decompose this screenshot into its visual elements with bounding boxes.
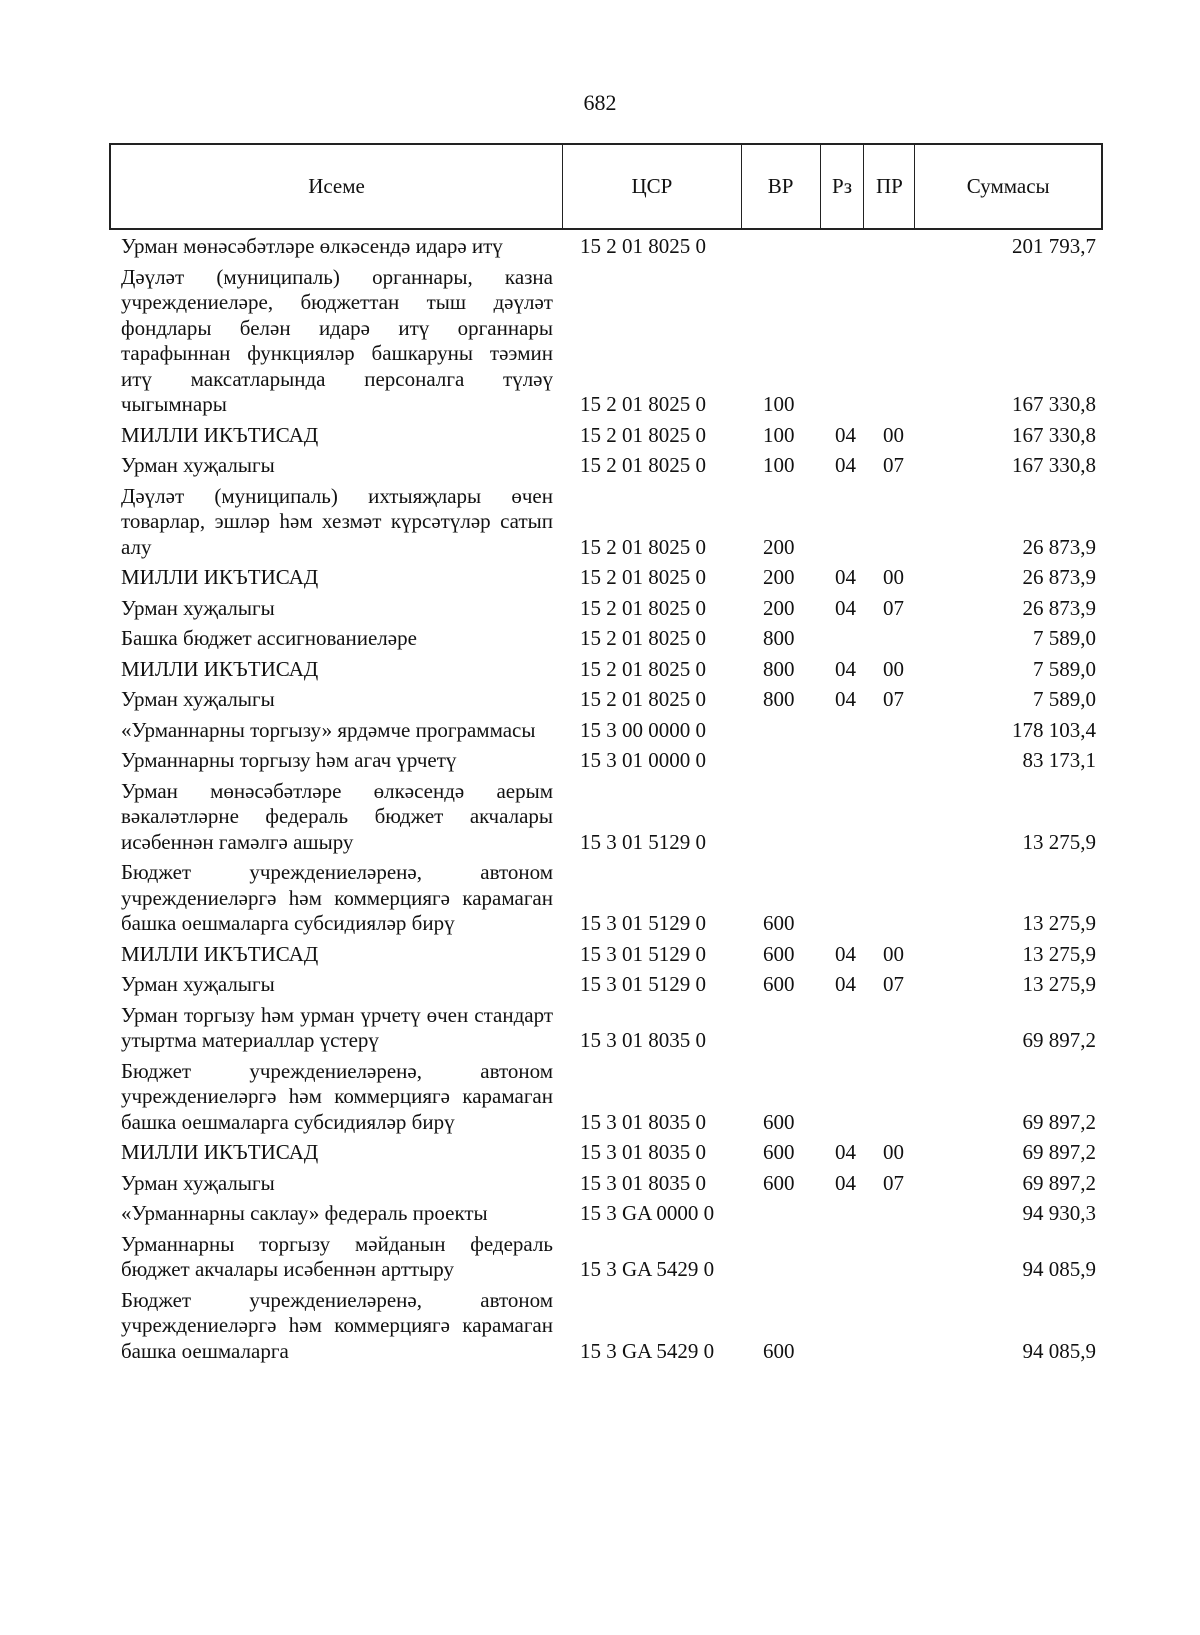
row-pr: 00 — [883, 1140, 904, 1164]
row-pr: 00 — [883, 422, 904, 447]
table-row — [121, 718, 1096, 744]
row-name: «Урманнарны торгызу» ярдәмче программасы — [121, 717, 536, 742]
row-vr: 600 — [763, 1338, 795, 1363]
row-vr: 100 — [763, 392, 795, 416]
row-vr: 200 — [763, 534, 795, 559]
row-sum: 13 275,9 — [1022, 941, 1096, 966]
row-pr: 07 — [883, 687, 904, 711]
row-pr: 07 — [883, 972, 904, 996]
row-name: Урман хуҗалыгы — [121, 595, 275, 620]
row-name: Дәүләт (муниципаль) органнары, казна учреждениеләре, бюджеттан тыш дәүләт фондлары белән идарә итү органнары тарафыннан функцияләр башкаруны тәэмин итү максатларында персоналга түләү чыгымнары — [121, 264, 553, 416]
row-sum: 94 930,3 — [1022, 1201, 1096, 1225]
table-row — [121, 748, 1096, 774]
row-pr: 00 — [883, 941, 904, 966]
row-name: Урман хуҗалыгы — [121, 687, 275, 711]
row-sum: 69 897,2 — [1022, 1170, 1096, 1195]
row-name: Бюджет учреждениеләренә, автоном учреждениеләргә һәм коммерциягә карамаган башка оешмаларга — [121, 1287, 553, 1363]
row-name: МИЛЛИ ИКЪТИСАД — [121, 422, 319, 447]
header-sum: Суммасы — [966, 174, 1050, 198]
header-vr: ВР — [742, 145, 821, 228]
row-name: Урман мөнәсәбәтләре өлкәсендә идарә итү — [121, 234, 503, 258]
row-pr: 07 — [883, 1170, 904, 1195]
row-pr: 07 — [883, 453, 904, 477]
row-csr: 15 2 01 8025 0 — [580, 392, 706, 416]
row-sum: 94 085,9 — [1022, 1257, 1096, 1281]
row-csr: 15 2 01 8025 0 — [580, 687, 706, 711]
row-sum: 7 589,0 — [1033, 626, 1096, 650]
row-name: МИЛЛИ ИКЪТИСАД — [121, 565, 319, 589]
row-csr: 15 2 01 8025 0 — [580, 565, 706, 589]
row-name: Урман хуҗалыгы — [121, 972, 275, 996]
row-sum: 69 897,2 — [1022, 1028, 1096, 1052]
row-vr: 100 — [763, 422, 795, 447]
row-rz: 04 — [835, 687, 856, 711]
table-row — [121, 860, 1096, 937]
table-row — [121, 484, 1096, 561]
row-csr: 15 2 01 8025 0 — [580, 595, 706, 620]
row-csr: 15 3 00 0000 0 — [580, 717, 706, 742]
row-csr: 15 3 01 5129 0 — [580, 941, 706, 966]
row-vr: 600 — [763, 1170, 795, 1195]
row-sum: 69 897,2 — [1022, 1140, 1096, 1164]
row-csr: 15 2 01 8025 0 — [580, 453, 706, 477]
table-row — [121, 1201, 1096, 1227]
row-sum: 26 873,9 — [1022, 534, 1096, 559]
row-name: Урманнарны торгызу мәйданын федераль бюджет акчалары исәбеннән арттыру — [121, 1231, 553, 1281]
header-pr: ПР — [864, 145, 915, 228]
row-name: Бюджет учреждениеләренә, автоном учреждениеләргә һәм коммерциягә карамаган башка оешмаларга субсидияләр бирү — [121, 1058, 553, 1134]
row-rz: 04 — [835, 1170, 856, 1195]
row-rz: 04 — [835, 656, 856, 681]
row-pr: 00 — [883, 656, 904, 681]
table-row — [121, 565, 1096, 591]
row-name: МИЛЛИ ИКЪТИСАД — [121, 656, 319, 681]
row-vr: 600 — [763, 1109, 795, 1134]
row-rz: 04 — [835, 972, 856, 996]
header-csr: ЦСР — [563, 145, 742, 228]
header-rz: Рз — [821, 145, 865, 228]
row-name: Урманнарны торгызу һәм агач үрчетү — [121, 748, 457, 772]
table-header — [109, 143, 1103, 230]
row-name: МИЛЛИ ИКЪТИСАД — [121, 941, 319, 966]
table-row — [121, 687, 1096, 713]
table-row — [121, 1140, 1096, 1166]
page-number: 682 — [583, 90, 617, 115]
row-csr: 15 2 01 8025 0 — [580, 656, 706, 681]
row-vr: 600 — [763, 972, 795, 996]
row-rz: 04 — [835, 1140, 856, 1164]
row-vr: 200 — [763, 595, 795, 620]
row-name: Урман хуҗалыгы — [121, 453, 275, 477]
row-csr: 15 3 01 5129 0 — [580, 972, 706, 996]
table-row — [121, 234, 1096, 260]
table-row — [121, 657, 1096, 683]
row-rz: 04 — [835, 595, 856, 620]
row-csr: 15 3 01 8035 0 — [580, 1109, 706, 1134]
row-rz: 04 — [835, 422, 856, 447]
row-sum: 13 275,9 — [1022, 972, 1096, 996]
row-vr: 100 — [763, 453, 795, 477]
row-rz: 04 — [835, 453, 856, 477]
row-sum: 94 085,9 — [1022, 1338, 1096, 1363]
row-csr: 15 3 01 0000 0 — [580, 748, 706, 772]
row-sum: 83 173,1 — [1022, 748, 1096, 772]
row-sum: 167 330,8 — [1012, 422, 1096, 447]
row-sum: 7 589,0 — [1033, 656, 1096, 681]
table-body — [121, 234, 1096, 1369]
row-name: МИЛЛИ ИКЪТИСАД — [121, 1140, 319, 1164]
row-vr: 600 — [763, 911, 795, 935]
row-csr: 15 3 01 8035 0 — [580, 1140, 706, 1164]
row-csr: 15 2 01 8025 0 — [580, 626, 706, 650]
table-row — [121, 1232, 1096, 1283]
table-row — [121, 423, 1096, 449]
row-rz: 04 — [835, 941, 856, 966]
row-pr: 00 — [883, 565, 904, 589]
row-sum: 7 589,0 — [1033, 687, 1096, 711]
row-vr: 800 — [763, 656, 795, 681]
table-row — [121, 942, 1096, 968]
row-sum: 13 275,9 — [1022, 829, 1096, 854]
row-sum: 167 330,8 — [1012, 453, 1096, 477]
row-csr: 15 2 01 8025 0 — [580, 534, 706, 559]
row-csr: 15 3 GA 5429 0 — [580, 1257, 715, 1281]
row-sum: 26 873,9 — [1022, 595, 1096, 620]
row-csr: 15 3 GA 5429 0 — [580, 1338, 715, 1363]
row-csr: 15 3 GA 0000 0 — [580, 1201, 715, 1225]
row-vr: 800 — [763, 626, 795, 650]
header-name: Исеме — [111, 145, 563, 228]
row-sum: 13 275,9 — [1022, 911, 1096, 935]
row-csr: 15 3 01 8035 0 — [580, 1028, 706, 1052]
row-sum: 178 103,4 — [1012, 717, 1096, 742]
row-name: Башка бюджет ассигнованиеләре — [121, 626, 417, 650]
table-row — [121, 1288, 1096, 1365]
table-row — [121, 1003, 1096, 1054]
row-vr: 600 — [763, 1140, 795, 1164]
row-csr: 15 3 01 5129 0 — [580, 911, 706, 935]
row-name: Урман хуҗалыгы — [121, 1170, 275, 1195]
row-sum: 167 330,8 — [1012, 392, 1096, 416]
row-sum: 26 873,9 — [1022, 565, 1096, 589]
table-row — [121, 1059, 1096, 1136]
row-csr: 15 2 01 8025 0 — [580, 234, 706, 258]
row-name: Бюджет учреждениеләренә, автоном учреждениеләргә һәм коммерциягә карамаган башка оешмаларга субсидияләр бирү — [121, 860, 553, 935]
row-vr: 600 — [763, 941, 795, 966]
row-vr: 800 — [763, 687, 795, 711]
row-pr: 07 — [883, 595, 904, 620]
row-name: Урман мөнәсәбәтләре өлкәсендә аерым вәкаләтләрне федераль бюджет акчалары исәбеннән гамәлгә ашыру — [121, 778, 553, 854]
table-row — [121, 779, 1096, 856]
table-row — [121, 265, 1096, 418]
row-name: Дәүләт (муниципаль) ихтыяҗлары өчен товарлар, эшләр һәм хезмәт күрсәтүләр сатып алу — [121, 483, 553, 559]
row-csr: 15 3 01 5129 0 — [580, 829, 706, 854]
row-vr: 200 — [763, 565, 795, 589]
row-name: Урман торгызу һәм урман үрчетү өчен стандарт утыртма материаллар үстерү — [121, 1002, 553, 1052]
table-row — [121, 453, 1096, 479]
row-rz: 04 — [835, 565, 856, 589]
row-sum: 201 793,7 — [1012, 234, 1096, 258]
row-csr: 15 2 01 8025 0 — [580, 422, 706, 447]
table-row — [121, 972, 1096, 998]
table-row — [121, 1171, 1096, 1197]
row-sum: 69 897,2 — [1022, 1109, 1096, 1134]
row-csr: 15 3 01 8035 0 — [580, 1170, 706, 1195]
row-name: «Урманнарны саклау» федераль проекты — [121, 1201, 488, 1225]
table-row — [121, 596, 1096, 622]
table-row — [121, 626, 1096, 652]
